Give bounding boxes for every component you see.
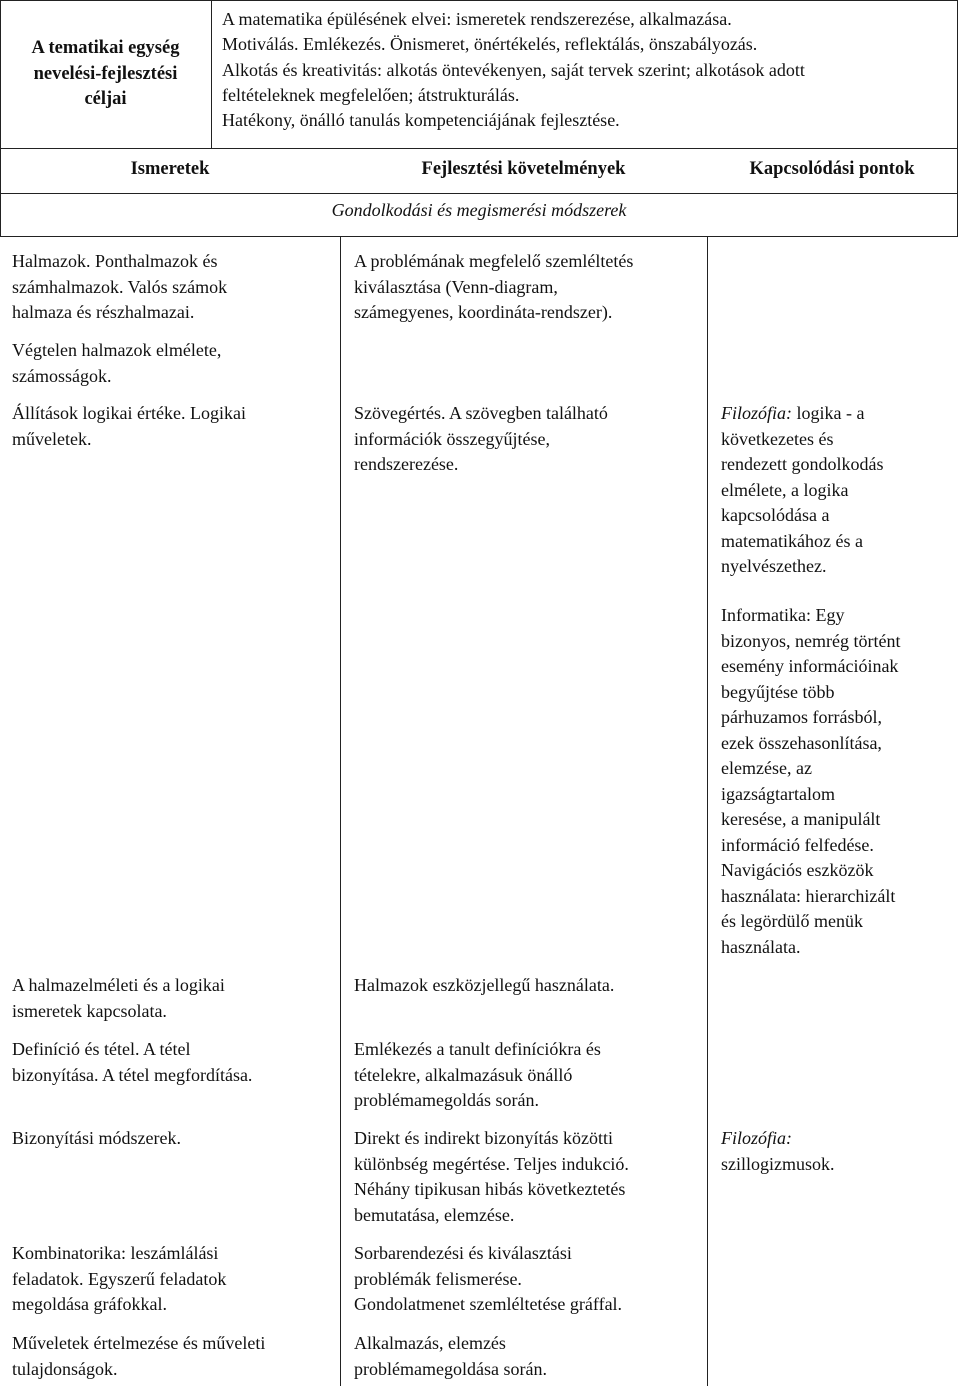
connection-line: Informatika: Egy: [721, 605, 845, 625]
requirement-line: kiválasztása (Venn-diagram,: [354, 276, 558, 297]
requirement-visualization: [354, 249, 633, 326]
header-kapcsolodasi: Kapcsolódási pontok: [749, 159, 915, 179]
goals-label-line: nevelési-fejlesztési: [33, 63, 178, 84]
topic-line: Definíció és tétel. A tétel: [12, 1039, 191, 1059]
topic-infinite-sets: [12, 338, 221, 389]
connection-informatics: [721, 603, 900, 960]
connection-line: szillogizmusok.: [721, 1153, 835, 1174]
connection-line: Navigációs eszközök: [721, 860, 874, 880]
requirement-text-comprehension: [354, 401, 608, 478]
connection-line: bizonyos, nemrég történt: [721, 630, 901, 651]
requirement-line: Alkalmazás, elemzés: [354, 1333, 506, 1353]
requirement-line: tételekre, alkalmazásuk önálló: [354, 1064, 573, 1085]
topic-line: ismeretek kapcsolata.: [12, 1000, 167, 1021]
goals-line: Hatékony, önálló tanulás kompetenciájának fejlesztése.: [222, 110, 620, 131]
requirement-line: problémamegoldása során.: [354, 1358, 547, 1379]
connection-line: elmélete, a logika: [721, 479, 849, 500]
goals-divider: [211, 0, 212, 148]
topic-line: bizonyítása. A tétel megfordítása.: [12, 1064, 253, 1085]
topic-logic: [12, 401, 246, 452]
connection-line: használata: hierarchizált: [721, 885, 896, 906]
requirement-line: Emlékezés a tanult definíciókra és: [354, 1039, 601, 1059]
topic-combinatorics: [12, 1241, 226, 1318]
goals-text: [222, 7, 805, 133]
topic-line: feladatok. Egyszerű feladatok: [12, 1268, 227, 1289]
connection-line: begyűjtése több: [721, 681, 835, 702]
topic-line: megoldása gráfokkal.: [12, 1294, 167, 1314]
connection-line: igazságtartalom: [721, 783, 835, 804]
requirement-line: A problémának megfelelő szemléltetés: [354, 251, 634, 271]
connection-line-text: logika - a: [792, 403, 865, 423]
requirement-line: Gondolatmenet szemléltetése gráffal.: [354, 1294, 623, 1314]
goals-label-line: A tematikai egység: [31, 38, 180, 58]
goals-line: A matematika épülésének elvei: ismeretek rendszerezése, alkalmazása.: [222, 9, 732, 29]
section-title: Gondolkodási és megismerési módszerek: [331, 200, 627, 220]
connection-line: következetes és: [721, 428, 834, 449]
requirement-line: bemutatása, elemzése.: [354, 1204, 515, 1225]
requirement-set-usage: [354, 973, 614, 999]
topic-definition-theorem: [12, 1037, 252, 1088]
topic-operations: [12, 1331, 265, 1382]
connection-philosophy-logic: [721, 401, 883, 580]
topic-line: Bizonyítási módszerek.: [12, 1128, 181, 1148]
topic-proof-methods: [12, 1126, 181, 1152]
topic-line: Műveletek értelmezése és műveleti: [12, 1333, 266, 1353]
requirement-line: Néhány tipikusan hibás következtetés: [354, 1179, 626, 1199]
connection-line: kapcsolódása a: [721, 505, 830, 525]
goals-line: Motiválás. Emlékezés. Önismeret, önértékelés, reflektálás, önszabályozás.: [222, 34, 758, 55]
section-bottom-border: [0, 236, 958, 237]
topic-line: műveletek.: [12, 428, 92, 449]
topic-line: számhalmazok. Valós számok: [12, 276, 228, 297]
requirement-line: különbség megértése. Teljes indukció.: [354, 1153, 629, 1174]
requirement-line: információk összegyűjtése,: [354, 428, 550, 449]
header-fejlesztesi: Fejlesztési követelmények: [421, 159, 626, 179]
connection-line: keresése, a manipulált: [721, 809, 881, 829]
connection-line: párhuzamos forrásból,: [721, 707, 882, 727]
connection-philosophy-syllogism: [721, 1126, 835, 1177]
requirement-line: számegyenes, koordináta-rendszer).: [354, 302, 613, 322]
headers-bottom-border: [0, 193, 958, 194]
connection-line: rendezett gondolkodás: [721, 454, 884, 474]
goals-label-line: céljai: [84, 89, 127, 109]
requirement-recall: [354, 1037, 601, 1114]
requirement-line: Szövegértés. A szövegben található: [354, 403, 608, 423]
connection-line: használata.: [721, 936, 801, 957]
goals-line: feltételeknek megfelelően; átstrukturálás.: [222, 84, 520, 105]
goals-line: Alkotás és kreativitás: alkotás öntevékenyen, saját tervek szerint; alkotások adott: [222, 59, 805, 80]
topic-sets: [12, 249, 227, 326]
requirement-line: rendszerezése.: [354, 454, 459, 474]
topic-line: tulajdonságok.: [12, 1358, 118, 1379]
col-divider-2: [707, 236, 708, 1386]
connection-line: ezek összehasonlítása,: [721, 732, 882, 753]
subject-label-line: [721, 1126, 835, 1152]
connection-line: információ felfedése.: [721, 834, 874, 855]
connection-line: elemzése, az: [721, 758, 812, 778]
topic-line: Végtelen halmazok elmélete,: [12, 340, 222, 360]
topic-line: számosságok.: [12, 365, 112, 386]
topic-line: halmaza és részhalmazai.: [12, 302, 195, 322]
requirement-line: problémák felismerése.: [354, 1268, 522, 1289]
connection-line: [721, 401, 883, 427]
goals-label: [0, 36, 211, 113]
requirement-application: [354, 1331, 547, 1382]
table-border-top: [0, 0, 958, 1]
requirement-proof: [354, 1126, 629, 1228]
topic-line: Kombinatorika: leszámlálási: [12, 1243, 219, 1263]
requirement-line: problémamegoldás során.: [354, 1090, 539, 1110]
topic-set-logic-relation: [12, 973, 225, 1024]
connection-line: matematikához és a: [721, 530, 863, 551]
requirement-line: Direkt és indirekt bizonyítás közötti: [354, 1128, 613, 1148]
requirement-line: Halmazok eszközjellegű használata.: [354, 975, 615, 995]
requirement-ordering: [354, 1241, 622, 1318]
topic-line: Halmazok. Ponthalmazok és: [12, 251, 218, 271]
goals-bottom-border: [0, 148, 958, 149]
subject-label: Filozófia:: [721, 1128, 792, 1148]
connection-line: és legördülő menük: [721, 911, 863, 931]
header-ismeretek: Ismeretek: [130, 159, 210, 179]
requirement-line: Sorbarendezési és kiválasztási: [354, 1243, 572, 1263]
subject-label: Filozófia:: [721, 403, 792, 423]
connection-line: nyelvészethez.: [721, 556, 827, 576]
connection-line: esemény információinak: [721, 656, 899, 676]
topic-line: Állítások logikai értéke. Logikai: [12, 403, 246, 423]
col-divider-1: [340, 236, 341, 1386]
topic-line: A halmazelméleti és a logikai: [12, 975, 225, 995]
